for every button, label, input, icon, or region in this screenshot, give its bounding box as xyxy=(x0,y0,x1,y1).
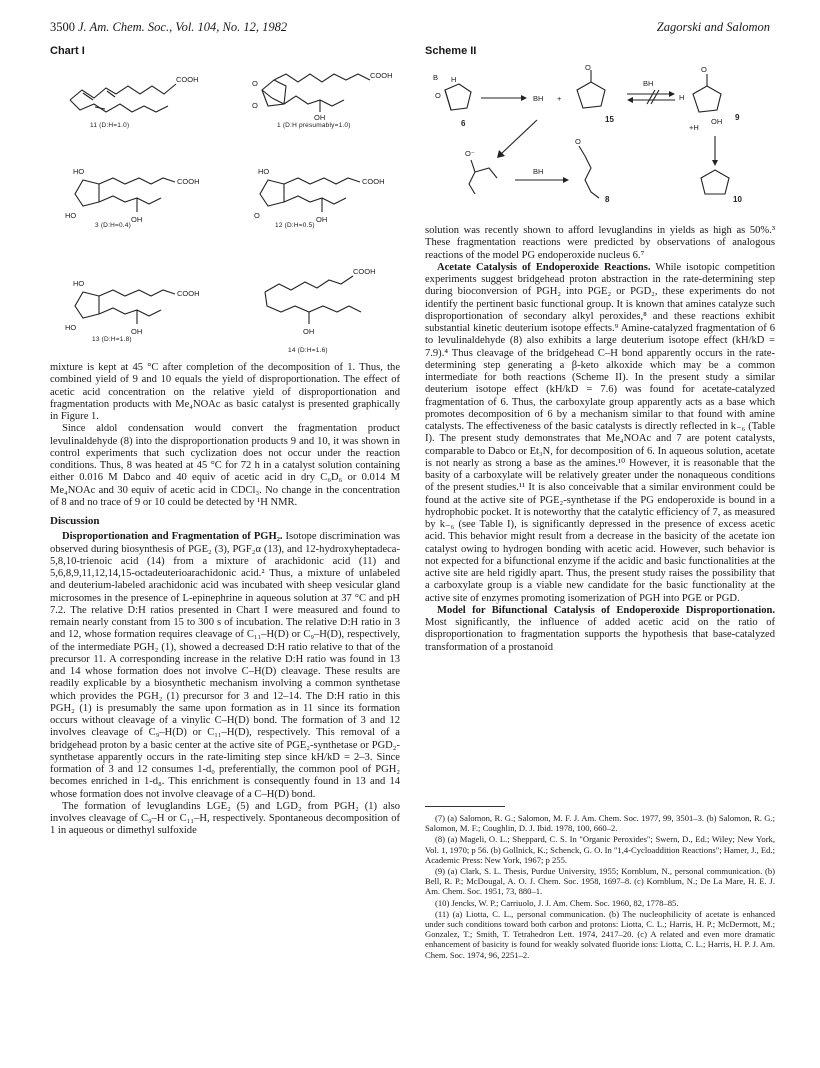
structure-1-oh: OH xyxy=(314,113,326,122)
structure-1-drawing xyxy=(250,60,410,130)
left-para-2: Since aldol condensation would convert the fragmentation product levulinaldehyde (8) into the disproportionation products 9 and 10, it was shown in control experiments that such cyclization does not occur under the reaction conditions. Thus, 8 was heated at 45 °C for 72 h in a catalyst solution containing either 0.016 M Dabco and 40 equiv of acetic acid in dry C₆D₆ or 0.014 M Me₄NOAc and 30 equiv of acetic acid in CDCl₃. No change in the concentration of 8 and no trace of 9 or 10 could be detected by ¹H NMR. xyxy=(50,423,400,508)
running-header xyxy=(50,20,770,40)
right-column xyxy=(425,225,775,654)
structure-13-drawing xyxy=(55,270,225,350)
scheme-8-o: O xyxy=(575,137,581,146)
page-number: 3500 xyxy=(50,20,75,34)
disproportionation-subheading: Disproportionation and Fragmentation of PGH₂. xyxy=(62,531,283,543)
structure-13-ho-bottom: HO xyxy=(65,323,77,332)
structure-13-label: 13 (D:H=1.8) xyxy=(92,336,132,343)
structure-12-ho-top: HO xyxy=(258,167,270,176)
structure-14-label: 14 (D:H=1.6) xyxy=(288,347,328,354)
structure-13-ho-top: HO xyxy=(73,279,85,288)
structure-3-ho-top: HO xyxy=(73,167,85,176)
structure-3-ho-bottom: HO xyxy=(65,211,77,220)
scheme-bh-2: BH xyxy=(643,79,654,88)
reference-8: (8) (a) Mageli, O. L.; Sheppard, C. S. In "Organic Peroxides"; Swern, D., Ed.; Wiley; New York, Vol. 1, 1970; p 56. (b) Gollnick, K.; Schenck, G. O. In "1,4-Cycloaddition Reactions"; Hamer, J., Ed.; Academic Press: New York, 1967; p 255. xyxy=(425,834,775,865)
structure-11-drawing xyxy=(60,60,220,130)
structure-12-o-bottom: O xyxy=(254,211,260,220)
compound-10-label: 10 xyxy=(733,195,742,204)
structure-3-label: 3 (D:H=0.4) xyxy=(95,222,131,229)
chart-title: Chart I xyxy=(50,45,85,57)
structure-1-cooh: COOH xyxy=(370,71,393,80)
compound-8-label: 8 xyxy=(605,195,610,204)
model-subheading: Model for Bifunctional Catalysis of Endoperoxide Disproportionation. xyxy=(437,604,775,616)
scheme-h: H xyxy=(451,75,457,84)
scheme-o-minus: O⁻ xyxy=(465,149,475,158)
discussion-heading: Discussion xyxy=(50,515,100,527)
references xyxy=(425,813,775,961)
scheme-15-o: O xyxy=(585,63,591,72)
reference-11: (11) (a) Liotta, C. L., personal communication. (b) The nucleophilicity of acetate is enhanced under such conditions toward both carbon and protons: Liotta, C. L.; Harris, H. P.; McDermott, M.; Gonzalez, T.; Smith, T. Tetrahedron Lett. 1974, 2417–20. (c) A related and even more dramatic enhancement of basicity is found for weakly solvated fluoride ions: Liotta, C. L.; Harris, H. P. J. Am. Chem. Soc. 1974, 96, 2251–2. xyxy=(425,908,775,960)
footnote-rule xyxy=(425,806,505,807)
structure-14-drawing xyxy=(245,258,415,348)
structure-12-cooh: COOH xyxy=(362,177,385,186)
reference-7: (7) (a) Salomon, R. G.; Salomon, M. F. J. Am. Chem. Soc. 1977, 99, 3501–3. (b) Salomon, R. G.; Salomon, M. F.; Coughlin, D. J. Ibid. 1978, 100, 660–2. xyxy=(425,813,775,834)
right-para-2: While isotopic competition experiments suggest bridgehead proton abstraction in the rate-determining step during bioconversion of PGH₂ into PGE₂ or PGD₂, these experiments do not identify the pertinent basic functional group. It is known that amines catalyze such disproportionation of secondary alkyl peroxides,⁸ and these reactions exhibit substantial kinetic deuterium isotope effects.⁹ Amine-catalyzed fragmentation of 6 to levulinaldehyde (8) also exhibits a large deuterium isotope effect (kH/kD = 7.9).⁴ Thus cleavage of the bridgehead C–H bond apparently occurs in the rate-determining step generating a β-keto alkoxide which may be a common intermediate for both reactions (Scheme II). In the present study a similar deuterium isotope effect (kH/kD = 7.6) was found for acetate-catalyzed fragmentation of 6. Thus, the carboxylate group apparently acts as a base which promotes decomposition of 6 by a mechanism similar to that found with amine catalysts. The effectiveness of the basic catalysts is directly reflected in k₋₆ (Table I). The present study demonstrates that Me₄NOAc and 7 are potent catalysts, comparable to Dabco or Et₃N, for decomposition of 6. In aqueous solution, acetate is not nearly as strong a base as the amines.¹⁰ However, it is reasonable that the basity of a carboxylate will be relatively greater under the nonaqueous conditions of the present studies.¹¹ It is also conceivable that a similar environment could be found at the active site of PGE₂-synthetase if the PG endoperoxide is bound in a hydrophobic pocket. It is noteworthy that the catalytic efficiency of 7, as measured by k₋₆ (see Table I), is significantly depressed in the presence of excess acetic acid. This behavior might result from a decrease in the basicity of the acetate ion catalyst owing to hydrogen bonding with acetic acid. However, such behavior is not expected for a bifunctional enzyme if the acidic and basic functionalities at the active site are held rigidly apart. Thus, the present study raises the possibility that a carboxylate group is a viable new candidate for the basic functionality at the active site of enzymes promoting isomerization of PGH into PGE or PGD. xyxy=(425,261,775,604)
structure-13-oh: OH xyxy=(131,327,143,336)
compound-15-label: 15 xyxy=(605,115,614,124)
left-para-4: The formation of levuglandins LGE₂ (5) and LGD₂ from PGH₂ (1) also involves cleavage of C₉–H or C₁₁–H, respectively. Spontaneous decomposition of 1 in aqueous or dimethyl sulfoxide xyxy=(50,800,400,837)
scheme-6-o: O xyxy=(435,91,441,100)
structure-3-cooh: COOH xyxy=(177,177,200,186)
right-para-3: Most significantly, the influence of added acetic acid on the ratio of disproportionation to fragmentation supports the hypothesis that base-catalyzed transformation of a prostanoid xyxy=(425,617,775,653)
scheme-title: Scheme II xyxy=(425,45,477,57)
left-para-1: mixture is kept at 45 °C after completion of the decomposition of 1. Thus, the combined yield of 9 and 10 equals the yield of disproportionation. The effect of acetic acid concentration on the relative yield of disproportionation and fragmentation products with Me₄NOAc as basic catalyst is presented graphically in Figure 1. xyxy=(50,362,400,422)
scheme-plus: + xyxy=(557,94,562,103)
acetate-subheading: Acetate Catalysis of Endoperoxide Reactions. xyxy=(437,261,651,273)
scheme-b: B xyxy=(433,73,439,82)
scheme-9-o: O xyxy=(701,65,707,74)
structure-14-cooh: COOH xyxy=(353,267,376,276)
structure-3-oh: OH xyxy=(131,215,143,224)
reference-9: (9) (a) Clark, S. L. Thesis, Purdue University, 1955; Kornblum, N., personal communication. (b) Bell, R. P.; McDougal, A. O. J. Chem. Soc. 1958, 1697–8. (c) Kornblum, N.; De La Mare, H. E. J. Am. Chem. Soc. 1951, 73, 880–1. xyxy=(425,866,775,897)
scheme-9-oh: OH xyxy=(711,117,723,126)
left-para-3: Isotope discrimination was observed during biosynthesis of PGE₂ (3), PGF₂α (13), and 12-hydroxyheptadeca-5,8,10-trienoic acid (14) from a mixture of arachidonic acid (11) and 5,6,8,9,11,12,14,15-octadeuterioarachidonic acid.² Thus, a mixture of unlabeled and deuterium-labeled arachidonic acid was incubated with sheep vesicular gland microsomes in the presence of L-epinephrine in aqueous solution at 37 °C and pH 7.2. The relative D:H ratios presented in Chart I were measured and found to remain nearly constant from 15 to 300 s of incubation. The relative D:H ratio in 3 and 12, whose formation requires cleavage of C₁₁–H(D) or C₉–H(D), respectively, of the intermediate PGH₂ (1), showed a decreased D:H ratio relative to that of the precursor 11. A corresponding increase in the relative D:H ratio was found in 13 and 14 whose formation does not involve C–H(D) cleavage. These results are readily explicable by a biosynthetic mechanism involving a common synthetase which provides the PGH₂ (1) precursor for 3 and 12–14. The D:H ratio in this PGH₂ (1) is presumably the same upon formation as in 11 since its formation occurs without cleavage of a vinylic C–H(D) bond. The formation of 3 and 12 involves cleavage of C₉–H(D) or C₁₁–H(D), respectively. This removal of a bridgehead proton by a basic center at the active site of PGE₂-synthetase or PGD₂-synthetase apparently occurs in the rate-limiting step since kH/kD = 2–3. Since formation of 3 and 12 consumes 1-d₀ preferentially, the common pool of PGH₂ becomes enriched in 1-d₈. This enrichment is consequently found in 13 and 14 whose formation does not involve cleavage of a C–H(D) bond. xyxy=(50,531,400,800)
reference-10: (10) Jencks, W. P.; Carriuolo, J. J. Am. Chem. Soc. 1960, 82, 1778–85. xyxy=(435,897,679,908)
structure-12-oh: OH xyxy=(316,215,328,224)
left-column xyxy=(50,362,400,838)
structure-11-label: 11 (D:H=1.0) xyxy=(90,122,130,129)
scheme-bh-3: BH xyxy=(533,167,544,176)
structure-14-oh: OH xyxy=(303,327,315,336)
scheme-plus-h: +H xyxy=(689,123,699,132)
journal-citation: J. Am. Chem. Soc., Vol. 104, No. 12, 1982 xyxy=(78,20,288,34)
structure-12-drawing xyxy=(240,160,410,240)
structure-3-drawing xyxy=(55,160,225,240)
compound-9-label: 9 xyxy=(735,113,740,122)
structure-1-label: 1 (D:H presumably=1.0) xyxy=(277,122,351,129)
structure-12-label: 12 (D:H=0.5) xyxy=(275,222,315,229)
scheme-9-h: H xyxy=(679,93,685,102)
scheme-bh-1: BH xyxy=(533,94,544,103)
structure-1-o2: O xyxy=(252,101,258,110)
scheme-2-drawing xyxy=(425,60,775,210)
compound-6-label: 6 xyxy=(461,119,466,128)
structure-13-cooh: COOH xyxy=(177,289,200,298)
right-para-1: solution was recently shown to afford levuglandins in yields as high as 50%.³ These fragmentation reactions were predicted by observations of analogous reactions of the model PG endoperoxide nucleus 6.⁷ xyxy=(425,225,775,261)
running-authors: Zagorski and Salomon xyxy=(656,20,770,34)
structure-1-o1: O xyxy=(252,79,258,88)
structure-11-cooh: COOH xyxy=(176,75,199,84)
